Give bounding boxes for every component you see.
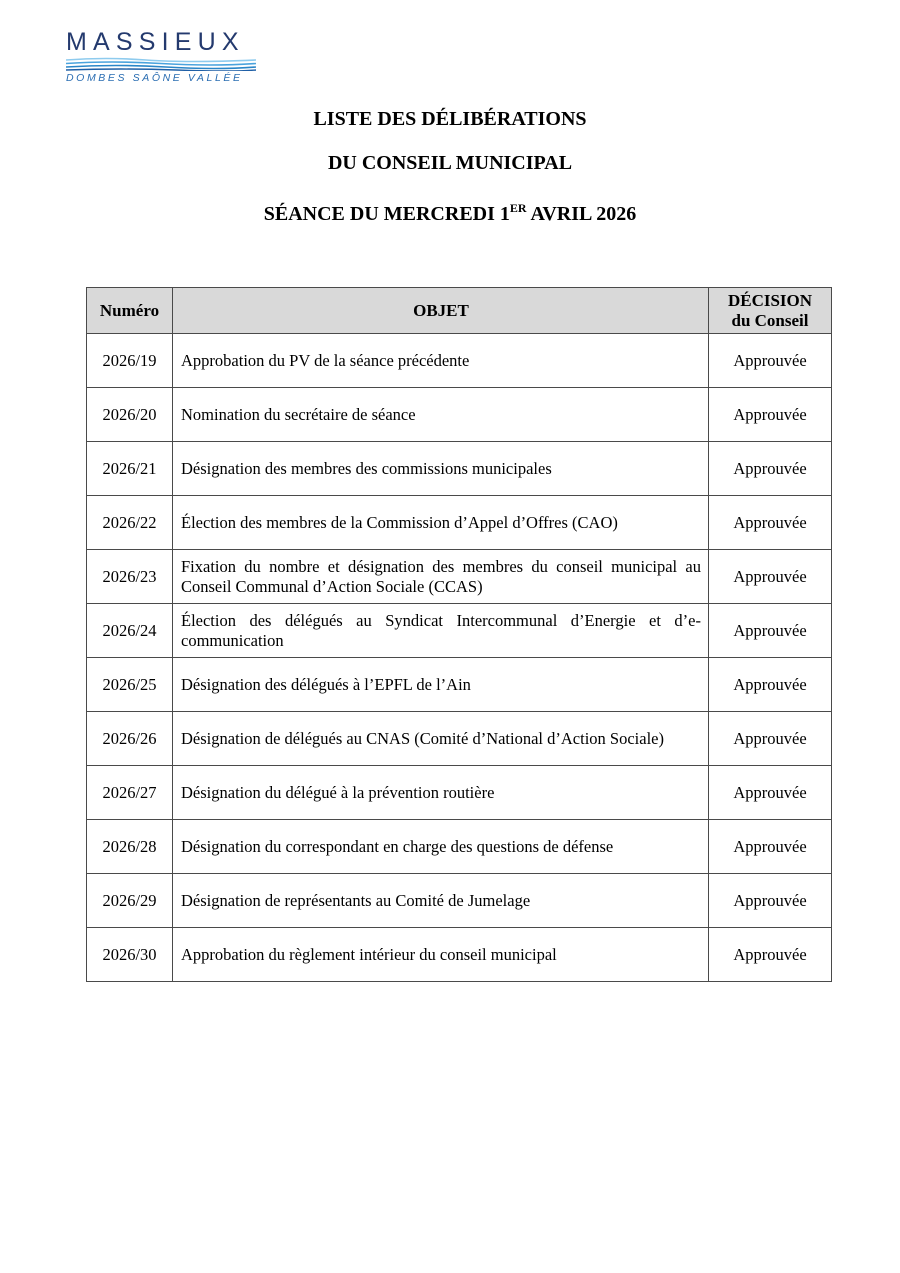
table-row [87,550,832,604]
session-date-title [0,203,900,226]
session-date-ordinal: ER [509,201,527,215]
cell-decision: Approuvée [709,550,832,604]
cell-numero: 2026/21 [87,442,173,496]
cell-objet: Désignation des délégués à l’EPFL de l’Ain [173,658,709,712]
cell-numero: 2026/27 [87,766,173,820]
logo-wordmark: MASSIEUX [66,28,245,56]
logo-waves-icon [66,57,256,71]
column-header-decision-line-2: du Conseil [731,310,809,330]
column-header-decision [709,288,832,334]
table-header-row [87,288,832,334]
table-row [87,334,832,388]
cell-objet: Approbation du règlement intérieur du conseil municipal [173,928,709,982]
cell-numero: 2026/22 [87,496,173,550]
cell-decision: Approuvée [709,604,832,658]
cell-objet: Approbation du PV de la séance précédente [173,334,709,388]
table-row [87,604,832,658]
cell-numero: 2026/26 [87,712,173,766]
cell-objet: Désignation de délégués au CNAS (Comité d’National d’Action Sociale) [173,712,709,766]
cell-numero: 2026/28 [87,820,173,874]
cell-decision: Approuvée [709,820,832,874]
deliberations-table [86,287,832,982]
table-row [87,820,832,874]
massieux-logo [66,28,256,90]
cell-numero: 2026/20 [87,388,173,442]
cell-numero: 2026/25 [87,658,173,712]
cell-objet: Fixation du nombre et désignation des membres du conseil municipal au Conseil Communal d’Action Sociale (CCAS) [173,550,709,604]
logo-tagline: DOMBES SAÔNE VALLÉE [66,72,243,84]
cell-decision: Approuvée [709,496,832,550]
table-row [87,388,832,442]
session-date-suffix: AVRIL 2026 [526,203,637,225]
cell-decision: Approuvée [709,874,832,928]
cell-objet: Élection des membres de la Commission d’Appel d’Offres (CAO) [173,496,709,550]
cell-objet: Désignation des membres des commissions municipales [173,442,709,496]
table-row [87,658,832,712]
cell-decision: Approuvée [709,442,832,496]
table-row [87,712,832,766]
cell-objet: Désignation du délégué à la prévention routière [173,766,709,820]
cell-decision: Approuvée [709,334,832,388]
cell-objet: Désignation du correspondant en charge des questions de défense [173,820,709,874]
cell-decision: Approuvée [709,766,832,820]
cell-numero: 2026/30 [87,928,173,982]
cell-objet: Élection des délégués au Syndicat Intercommunal d’Energie et d’e-communication [173,604,709,658]
cell-decision: Approuvée [709,712,832,766]
column-header-objet: OBJET [173,288,709,334]
column-header-decision-line-1: DÉCISION [727,290,813,310]
table-row [87,874,832,928]
cell-decision: Approuvée [709,388,832,442]
column-header-numero: Numéro [87,288,173,334]
page-title-line-1: LISTE DES DÉLIBÉRATIONS [313,108,587,130]
page-title-line-2: DU CONSEIL MUNICIPAL [327,152,573,174]
table-row [87,928,832,982]
table-row [87,766,832,820]
cell-objet: Nomination du secrétaire de séance [173,388,709,442]
table-row [87,442,832,496]
cell-numero: 2026/29 [87,874,173,928]
cell-decision: Approuvée [709,658,832,712]
cell-objet: Désignation de représentants au Comité de Jumelage [173,874,709,928]
session-date-prefix: SÉANCE DU MERCREDI 1 [263,203,510,225]
cell-numero: 2026/23 [87,550,173,604]
cell-numero: 2026/24 [87,604,173,658]
table-row [87,496,832,550]
cell-numero: 2026/19 [87,334,173,388]
cell-decision: Approuvée [709,928,832,982]
